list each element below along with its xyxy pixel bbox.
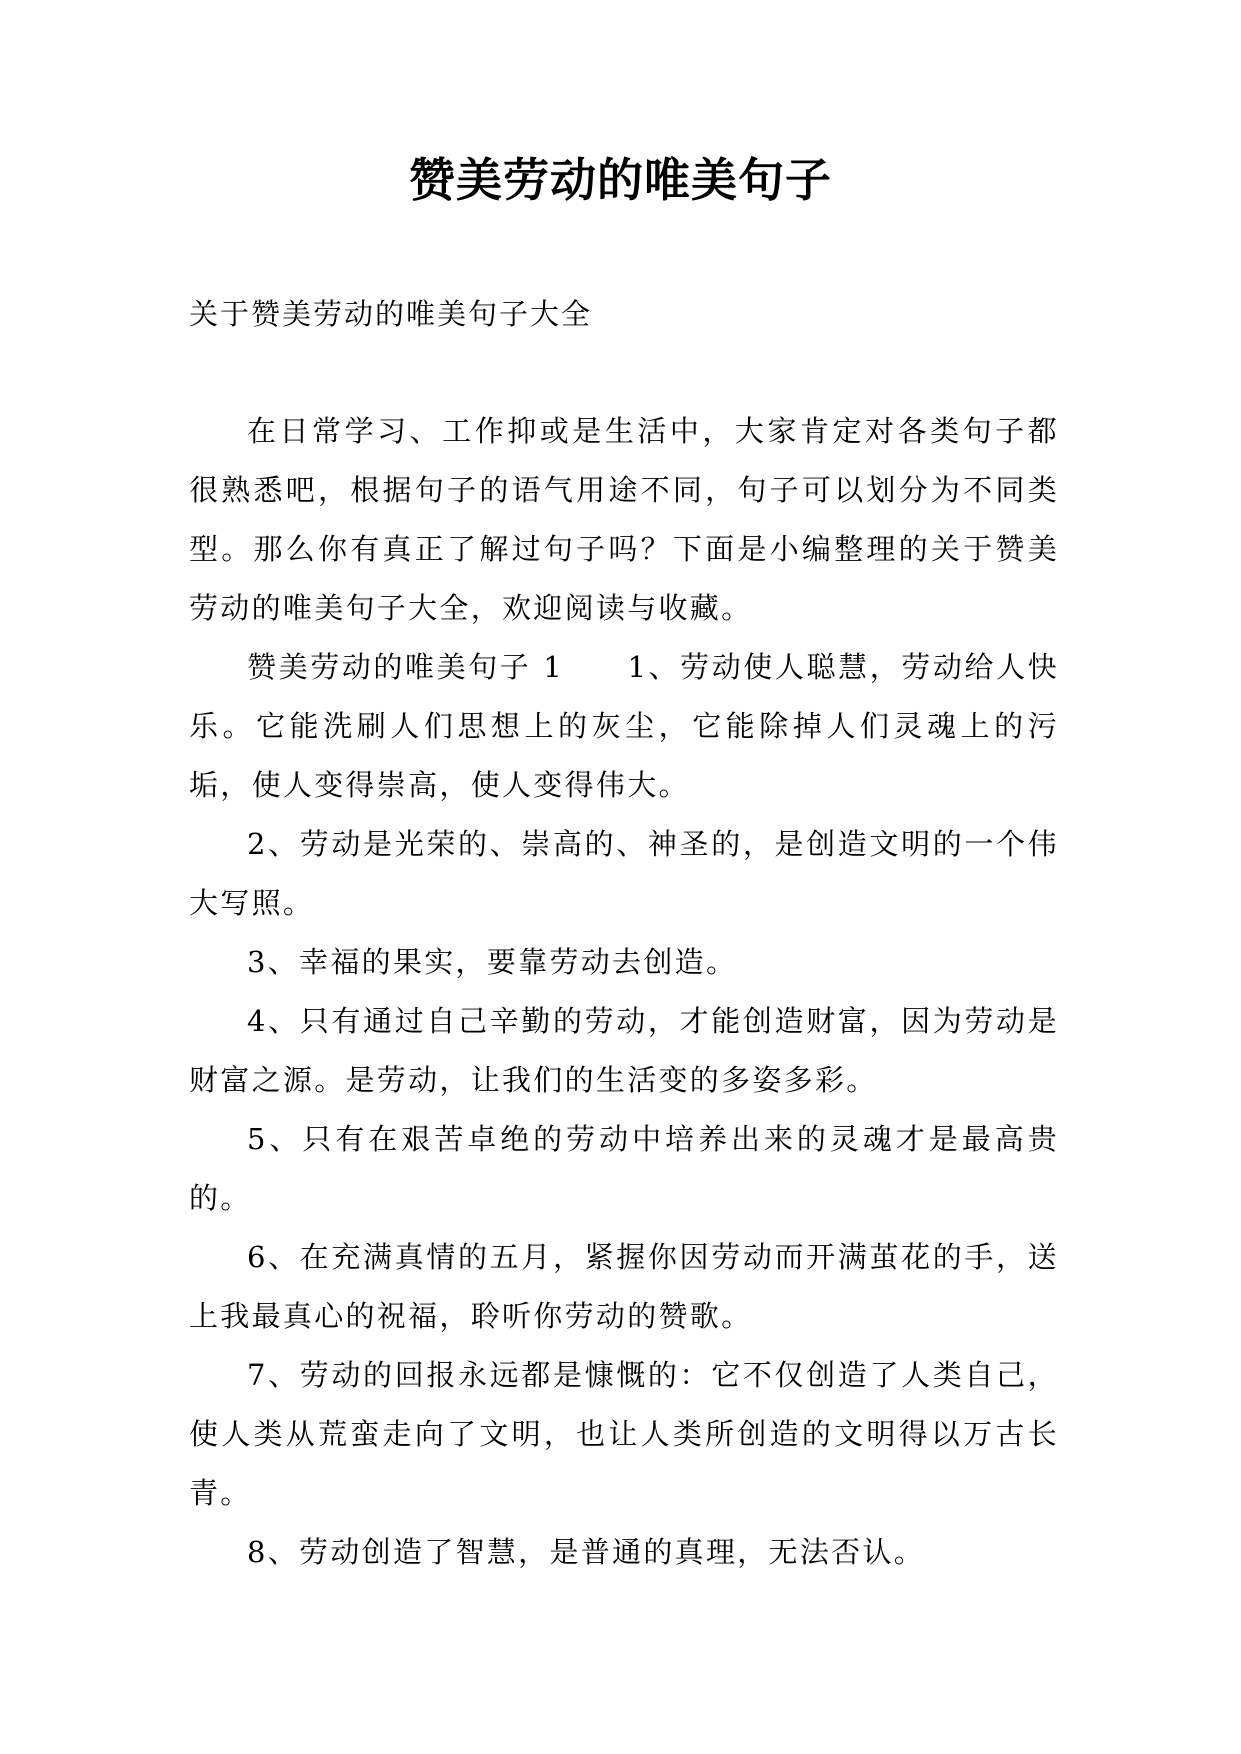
paragraph-item-4: 4、只有通过自己辛勤的劳动，才能创造财富，因为劳动是财富之源。是劳动，让我们的生活变的多姿多彩。 <box>189 1004 1059 1097</box>
paragraph-item-3: 3、幸福的果实，要靠劳动去创造。 <box>247 945 738 979</box>
paragraph-item-1: 赞美劳动的唯美句子 1 1、劳动使人聪慧，劳动给人快乐。它能洗刷人们思想上的灰尘，它能除掉人们灵魂上的污垢，使人变得崇高，使人变得伟大。 <box>189 650 1059 802</box>
paragraph-item-7: 7、劳动的回报永远都是慷慨的：它不仅创造了人类自己，使人类从荒蛮走向了文明，也让人类所创造的文明得以万古长青。 <box>189 1358 1059 1510</box>
paragraph-item-5: 5、只有在艰苦卓绝的劳动中培养出来的灵魂才是最高贵的。 <box>189 1122 1059 1215</box>
document-title: 赞美劳动的唯美句子 <box>409 153 832 207</box>
paragraph-item-6: 6、在充满真情的五月，紧握你因劳动而开满茧花的手，送上我最真心的祝福，聆听你劳动的赞歌。 <box>189 1240 1059 1333</box>
document-body <box>189 402 1059 1582</box>
paragraph-item-2: 2、劳动是光荣的、崇高的、神圣的，是创造文明的一个伟大写照。 <box>189 827 1059 920</box>
document-subtitle: 关于赞美劳动的唯美句子大全 <box>189 297 593 331</box>
paragraph-item-8: 8、劳动创造了智慧，是普通的真理，无法否认。 <box>247 1535 926 1569</box>
paragraph-intro: 在日常学习、工作抑或是生活中，大家肯定对各类句子都很熟悉吧，根据句子的语气用途不同，句子可以划分为不同类型。那么你有真正了解过句子吗？下面是小编整理的关于赞美劳动的唯美句子大全，欢迎阅读与收藏。 <box>189 414 1059 625</box>
